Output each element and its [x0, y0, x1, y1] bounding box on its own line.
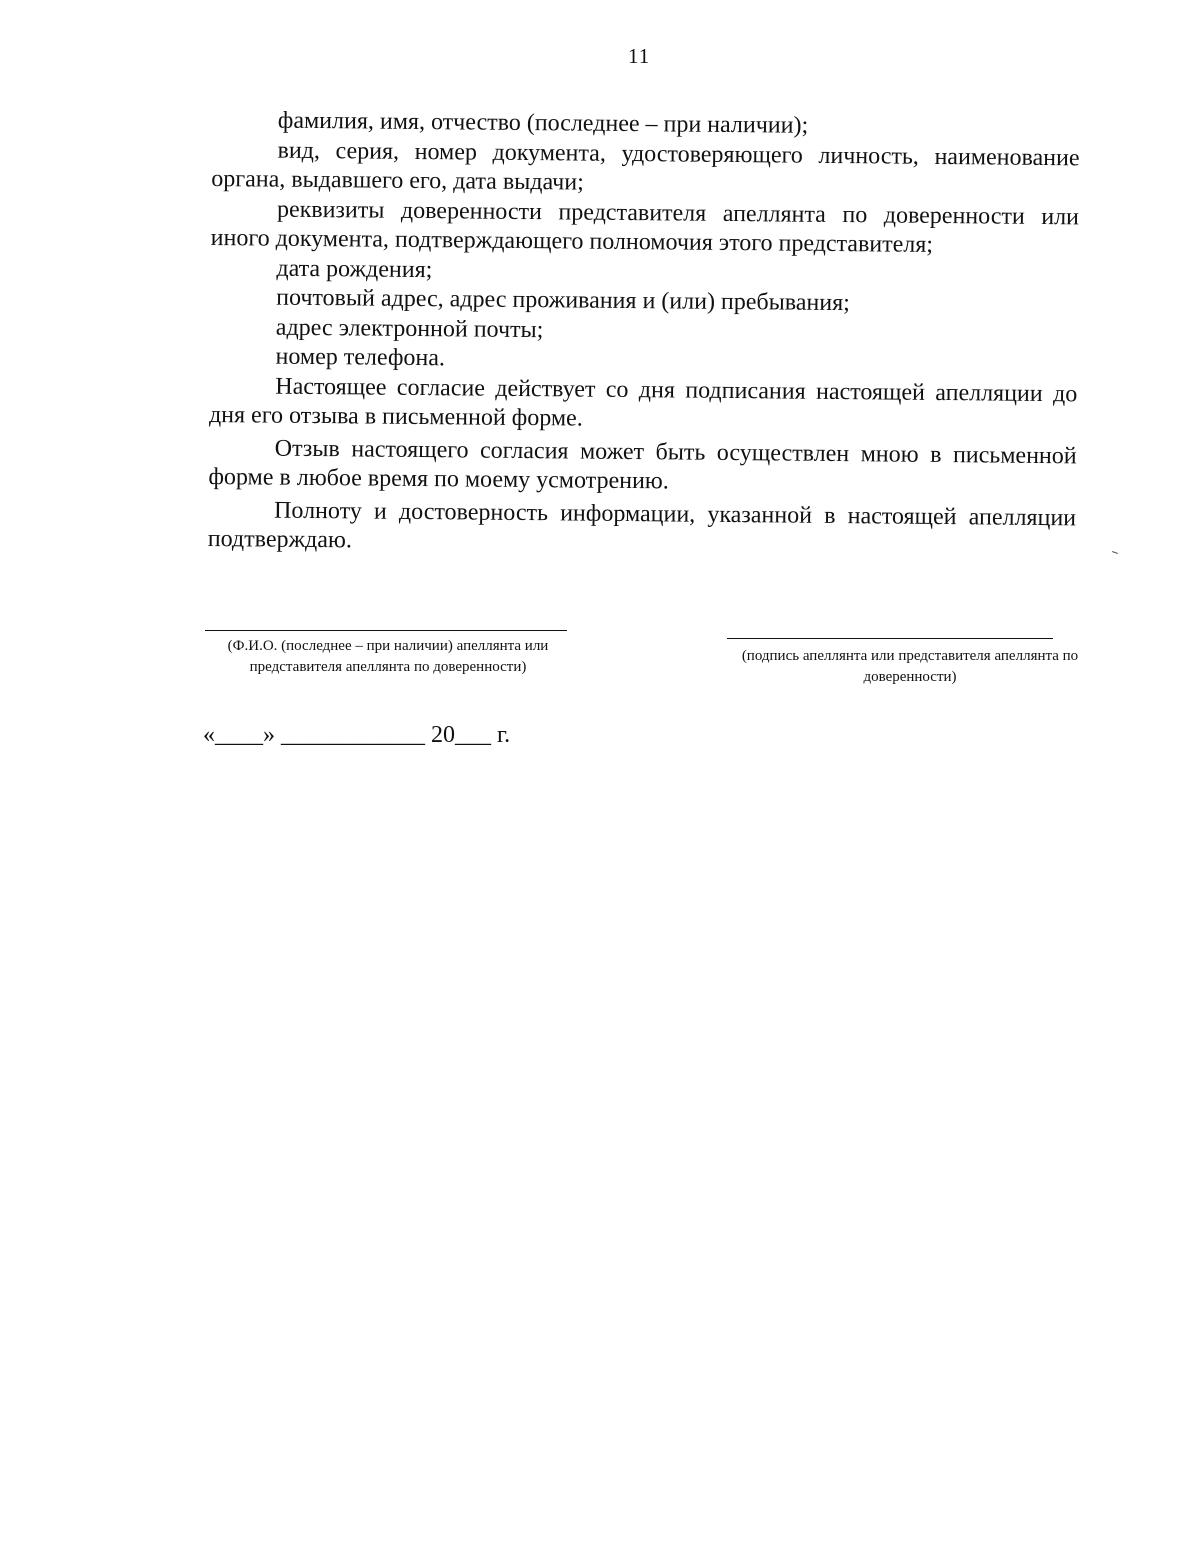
paragraph-address: почтовый адрес, адрес проживания и (или) пребывания; — [276, 284, 851, 317]
paragraph-power-of-attorney: реквизиты доверенности представителя апеллянта по доверенности или иного документа, подтверждающего полномочия этого представителя; — [210, 196, 1080, 258]
paragraph-full-name: фамилия, имя, отчество (последнее – при наличии); — [277, 107, 809, 139]
signature-line-signature — [727, 638, 1053, 639]
paragraph-email: адрес электронной почты; — [275, 314, 544, 343]
signature-line-name — [205, 630, 567, 631]
document-body — [208, 106, 1080, 563]
signature-caption-signature: (подпись апеллянта или представителя апеллянта по доверенности) — [741, 648, 1079, 685]
scan-speck — [1112, 551, 1118, 554]
paragraph-identity-document: вид, серия, номер документа, удостоверяющего личность, наименование органа, выдавшего его, дата выдачи; — [211, 137, 1080, 196]
date-line: «____» ____________ 20___ г. — [203, 722, 511, 748]
paragraph-consent-validity: Настоящее согласие действует со дня подписания настоящей апелляции до дня его отзыва в письменной форме. — [208, 373, 1078, 432]
paragraph-birth-date: дата рождения; — [276, 255, 433, 283]
paragraph-consent-withdrawal: Отзыв настоящего согласия может быть осуществлен мною в письменной форме в любое время по моему усмотрению. — [208, 435, 1077, 495]
page-number: 11 — [628, 44, 651, 68]
signature-caption-name: (Ф.И.О. (последнее – при наличии) апеллянта или представителя апеллянта по доверенности) — [227, 638, 549, 675]
paragraph-confirmation: Полноту и достоверность информации, указанной в настоящей апелляции подтверждаю. — [207, 497, 1077, 554]
paragraph-phone: номер телефона. — [275, 343, 446, 372]
